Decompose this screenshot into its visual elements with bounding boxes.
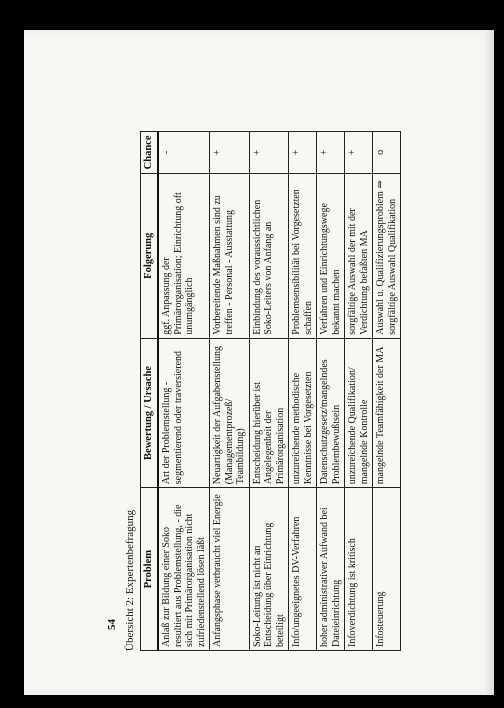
cell-folgerung: ggf. Anpassung der Primärorganisation; Einrichtung oft unumgänglich — [158, 173, 210, 338]
cell-bewertung: mangelnde Teamfähigkeit der MA — [373, 338, 401, 488]
cell-folgerung: Verfahren und Einrichtungswege bekannt machen — [317, 173, 345, 338]
cell-problem: Infoverdichtung ist kritisch — [345, 488, 373, 651]
cell-problem: Soko-Leitung ist nicht an Entscheidung über Einrichtung beteiligt — [249, 488, 289, 651]
table-row — [317, 132, 345, 651]
cell-folgerung: sorgfältige Auswahl der mit der Verdichtung befaßten MA — [345, 173, 373, 338]
cell-folgerung: Einbindung des voraussichtlichen Soko-Leiters von Anfang an — [249, 173, 289, 338]
table-row — [210, 132, 250, 651]
cell-chance: o — [373, 132, 401, 174]
table-row — [373, 132, 401, 651]
cell-chance: + — [289, 132, 317, 174]
table-caption: Übersicht 2: Expertenbefragung — [124, 509, 136, 651]
table-row — [158, 132, 210, 651]
cell-chance: + — [317, 132, 345, 174]
cell-bewertung: Neuartigkeit der Aufgabenstellung (Managementprozeß/ Teambildung) — [210, 338, 250, 488]
cell-problem: Anlaß zur Bildung einer Soko resultiert aus Problemstellung, - die sich mit Primärorganisation nicht zufriedenstellend lösen läßt — [158, 488, 210, 651]
page-edge — [484, 30, 494, 695]
header-chance: Chance — [141, 132, 159, 174]
cell-folgerung: Auswahl u. Qualifizierungsproblem ⇒ sorgfältige Auswahl Qualifikation — [373, 173, 401, 338]
table-row — [249, 132, 289, 651]
cell-problem: Info/ungeeignetes DV-Verfahren — [289, 488, 317, 651]
table-row — [345, 132, 373, 651]
cell-folgerung: Vorbereitende Maßnahmen sind zu treffen - Personal - Ausstattung — [210, 173, 250, 338]
page-number: 54 — [106, 619, 118, 630]
cell-bewertung: unzureichende methodische Kenntnisse bei Vorgesetzten — [289, 338, 317, 488]
expert-survey-table — [140, 131, 401, 651]
header-problem: Problem — [141, 488, 159, 651]
cell-chance: + — [249, 132, 289, 174]
cell-problem: hoher administrativer Aufwand bei Dateieinrichtung — [317, 488, 345, 651]
rotated-table-block — [124, 131, 464, 651]
header-folgerung: Folgerung — [141, 173, 159, 338]
cell-bewertung: Art der Problemstellung - segmentierend oder traversierend — [158, 338, 210, 488]
table-row — [289, 132, 317, 651]
cell-chance: - — [158, 132, 210, 174]
cell-bewertung: Datenschutzgesetz/mangelndes Problembewußtsein — [317, 338, 345, 488]
header-bewertung: Bewertung / Ursache — [141, 338, 159, 488]
cell-bewertung: unzureichende Qualifikation/ mangelnde Kontrolle — [345, 338, 373, 488]
cell-problem: Anfangsphase verbraucht viel Energie — [210, 488, 250, 651]
table-header-row — [141, 132, 159, 651]
cell-bewertung: Entscheidung hierüber ist Angelegenheit der Primärorganisation — [249, 338, 289, 488]
cell-chance: + — [345, 132, 373, 174]
cell-chance: + — [210, 132, 250, 174]
cell-problem: Infosteuerung — [373, 488, 401, 651]
cell-folgerung: Problemsensibilität bei Vorgesetzten schaffen — [289, 173, 317, 338]
